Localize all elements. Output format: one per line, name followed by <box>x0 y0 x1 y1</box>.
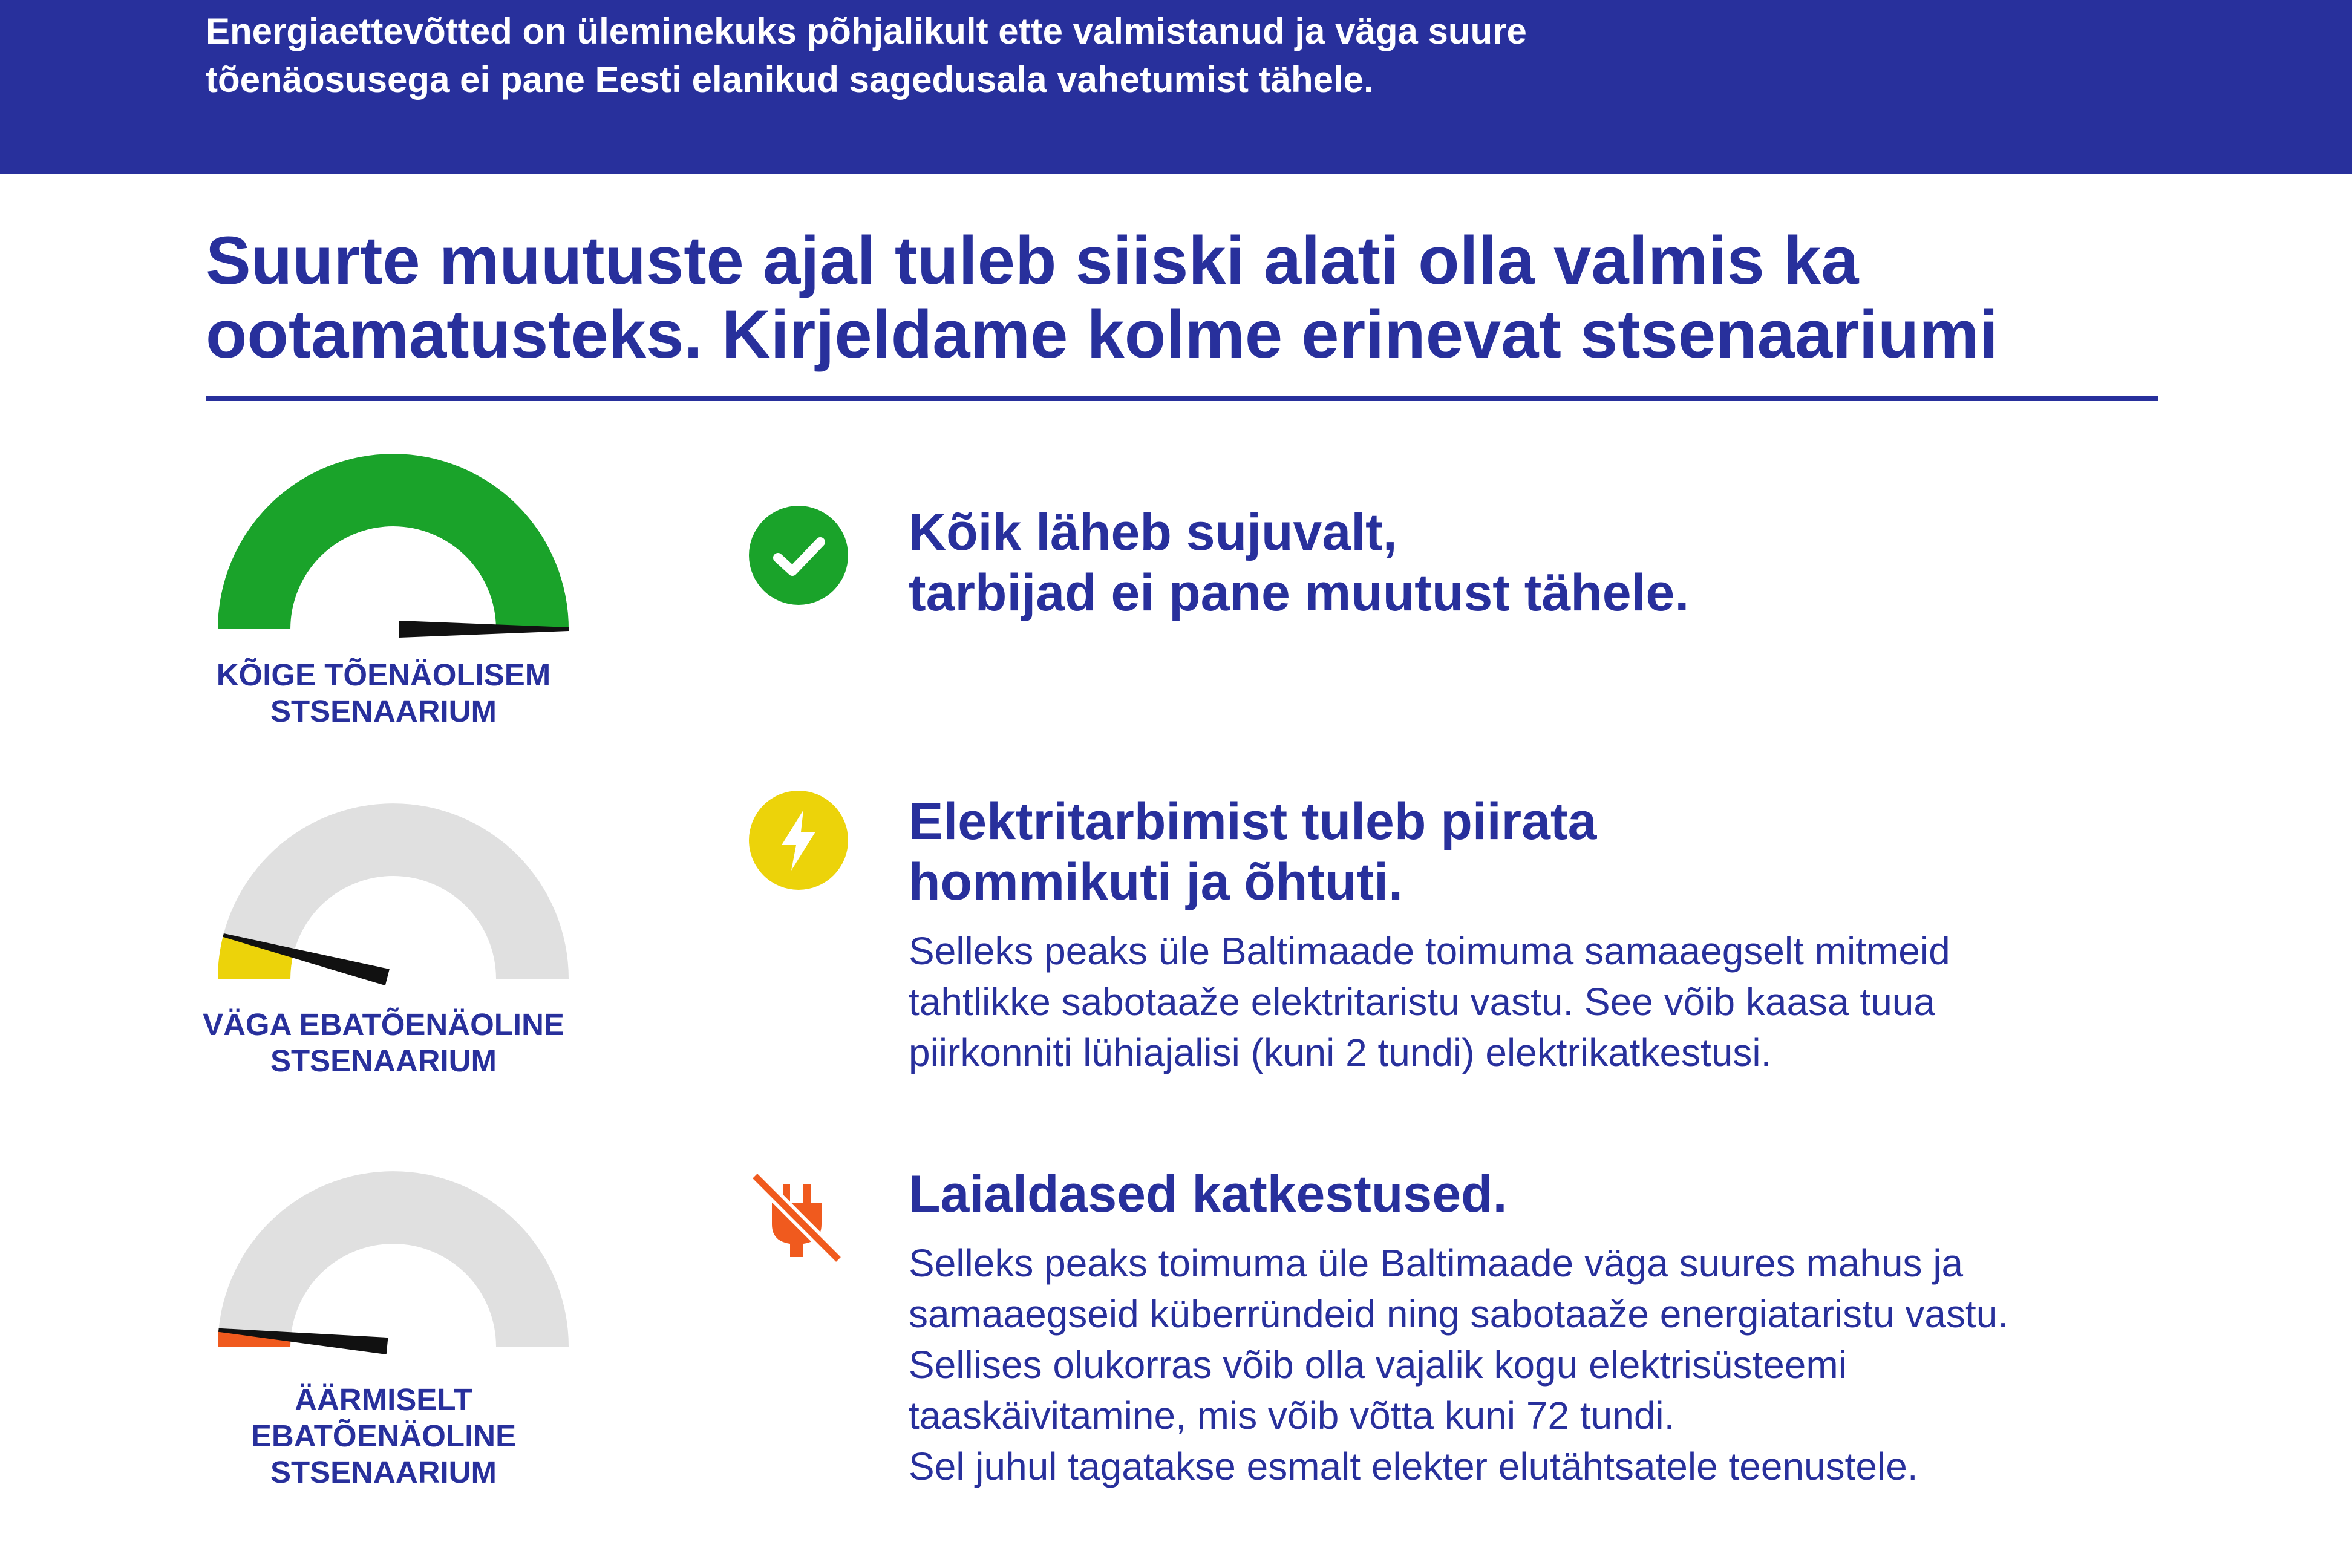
scenario-title <box>909 1164 2300 1224</box>
scenario-caption <box>172 1382 595 1491</box>
unplugged-plug-icon <box>745 1166 848 1269</box>
top-banner <box>0 0 2352 174</box>
desc-line: Selleks peaks üle Baltimaade toimuma samaaegselt mitmeid <box>909 929 1950 973</box>
banner-line: tõenäosusega ei pane Eesti elanikud sagedusala vahetumist tähele. <box>206 59 1374 100</box>
scenario-description <box>909 1238 2300 1492</box>
heading-line: Suurte muutuste ajal tuleb siiski alati olla valmis ka <box>206 223 1859 298</box>
desc-line: taaskäivitamine, mis võib võtta kuni 72 tundi. <box>909 1394 1675 1437</box>
caption-line: VÄGA EBATÕENÄOLINE <box>203 1007 564 1042</box>
caption-line: ÄÄRMISELT <box>295 1382 472 1417</box>
scenario-title <box>909 791 2300 912</box>
banner-line: Energiaettevõtted on üleminekuks põhjalikult ette valmistanud ja väga suure <box>206 11 1527 51</box>
banner-text <box>206 7 2020 104</box>
desc-line: samaaegseid küberründeid ning sabotaaže energiataristu vastu. <box>909 1292 2009 1336</box>
title-line: Kõik läheb sujuvalt, <box>909 503 1397 561</box>
gauge-track <box>218 1171 569 1347</box>
caption-line: STSENAARIUM <box>270 1455 497 1489</box>
heading-divider <box>206 396 2158 401</box>
gauge-extremely-unlikely <box>206 1165 581 1365</box>
check-circle-icon <box>748 505 849 606</box>
gauge-fill <box>218 454 569 629</box>
desc-line: piirkonniti lühiajalisi (kuni 2 tundi) elektrikatkestusi. <box>909 1031 1772 1074</box>
heading-line: ootamatusteks. Kirjeldame kolme erinevat stsenaariumi <box>206 296 1998 372</box>
title-line: hommikuti ja õhtuti. <box>909 853 1403 911</box>
desc-line: Sellises olukorras võib olla vajalik kogu elektrisüsteemi <box>909 1343 1847 1387</box>
title-line: tarbijad ei pane muutust tähele. <box>909 564 1690 622</box>
gauge-most-likely <box>206 448 581 647</box>
caption-line: STSENAARIUM <box>270 694 497 728</box>
desc-line: Selleks peaks toimuma üle Baltimaade väga suures mahus ja <box>909 1241 1964 1285</box>
title-line: Elektritarbimist tuleb piirata <box>909 792 1597 851</box>
gauge-very-unlikely <box>206 797 581 997</box>
gauge-graphic <box>206 797 581 997</box>
caption-line: STSENAARIUM <box>270 1044 497 1078</box>
section-heading <box>206 224 2202 371</box>
desc-line: Sel juhul tagatakse esmalt elekter elutähtsatele teenustele. <box>909 1445 1918 1488</box>
scenario-description <box>909 926 2300 1078</box>
desc-line: tahtlikke sabotaaže elektritaristu vastu. See võib kaasa tuua <box>909 980 1935 1024</box>
title-line: Laialdased katkestused. <box>909 1165 1508 1223</box>
scenario-caption <box>172 1007 595 1079</box>
scenario-title <box>909 502 2300 623</box>
lightning-bolt-icon <box>748 789 849 891</box>
caption-line: KÕIGE TÕENÄOLISEM <box>216 658 551 692</box>
scenario-caption <box>172 657 595 730</box>
gauge-graphic <box>206 448 581 647</box>
caption-line: EBATÕENÄOLINE <box>250 1419 517 1453</box>
gauge-graphic <box>206 1165 581 1365</box>
